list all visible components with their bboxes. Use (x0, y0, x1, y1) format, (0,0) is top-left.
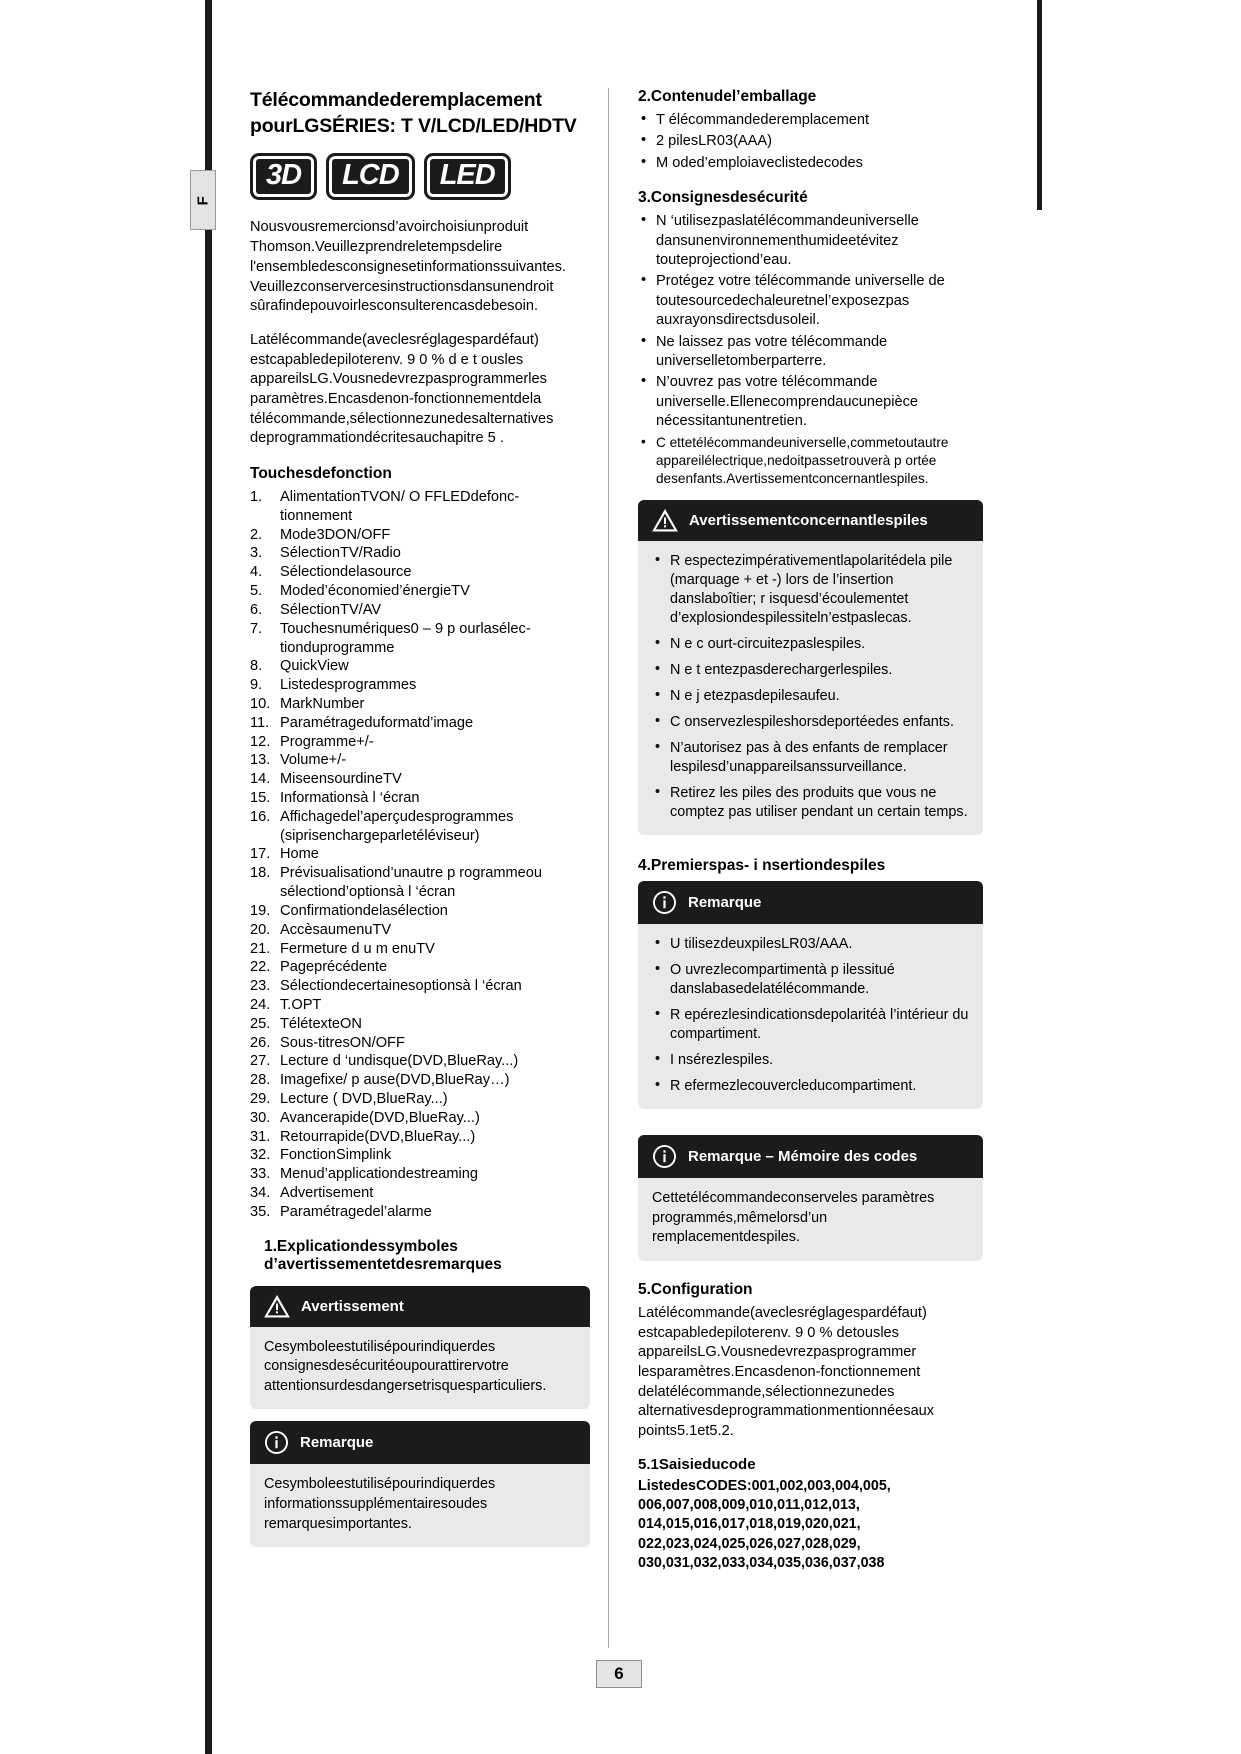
logo-led: LED (424, 153, 511, 200)
list-item-number: 10. (250, 695, 271, 712)
list-item (250, 940, 590, 959)
list-item-number: 33. (250, 1166, 271, 1183)
left-margin-bar (205, 0, 212, 1754)
intro-paragraph-2: Latélécommande(aveclesréglagespardéfaut) estcapabledepiloterenv. 9 0 % d e t ousles appareilsLG.Vousnedevrezpasprogrammerles paramètres.Encasdenon-fonctionnementdela télécommande,sélectionnezunedesalternatives deprogrammationdécritesauchapitre 5 . (250, 331, 554, 447)
list-item (250, 1071, 590, 1090)
configuration-text: Latélécommande(aveclesréglagespardéfaut) estcapabledepiloterenv. 9 0 % detousles appareilsLG.Vousnedevrezpasprogrammer lesparamètres.Encasdenon-fonctionnement delatélécommande,sélectionnezunedes alternativesdeprogrammationmentionnéesaux points5.1et5.2. (638, 1304, 935, 1440)
list-item (250, 751, 590, 770)
list-item-number: 1. (250, 489, 263, 506)
page-title: Télécommandederemplacement pourLGSÉRIES: T V/LCD/LED/HDTV (250, 89, 577, 137)
code-entry-heading: 5.1Saisieducode (638, 1455, 756, 1473)
list-item-number: 24. (250, 996, 271, 1013)
list-item: • N’ouvrez pas votre télécommande universelle.Ellenecomprendaucunepièce nécessitantunentretien. (638, 373, 983, 431)
list-item: • C onservezlespileshorsdeportéedes enfants. (652, 713, 969, 732)
list-item (250, 601, 590, 620)
warning-banner (250, 1286, 590, 1327)
list-item-label: Programme+/- (280, 733, 374, 750)
list-item (250, 902, 590, 921)
list-item-label: MarkNumber (280, 695, 365, 712)
list-item-label: Imagefixe/ p ause(DVD,BlueRay…) (280, 1072, 510, 1089)
list-item (250, 1165, 590, 1184)
note-box-batteries (638, 924, 983, 1109)
page-number-label: 6 (614, 1664, 624, 1683)
list-item: • Retirez les piles des produits que vous ne comptez pas utiliser pendant un certain temps. (652, 784, 969, 822)
list-item-number: 32. (250, 1147, 271, 1164)
list-item-label: Sous-titresON/OFF (280, 1034, 405, 1051)
list-item (250, 582, 590, 601)
note-banner-label: Remarque (688, 894, 762, 912)
list-item (250, 1146, 590, 1165)
list-item-label: TélétexteON (280, 1015, 362, 1032)
battery-warning-banner-label: Avertissementconcernantlespiles (689, 511, 928, 529)
list-item-label: Menud’applicationdestreaming (280, 1166, 478, 1183)
list-item (250, 695, 590, 714)
list-item: • R efermezlecouvercleducompartiment. (652, 1077, 969, 1096)
list-item-number: 20. (250, 921, 271, 938)
list-item-number: 6. (250, 601, 263, 618)
list-item: • 2 pilesLR03(AAA) (638, 132, 983, 151)
codes-list: ListedesCODES:001,002,003,004,005, 006,007,008,009,010,011,012,013, 014,015,016,017,018,019,020,021, 022,023,024,025,026,027,028,029, 030,031,032,033,034,035,036,037,038 (638, 1477, 891, 1571)
first-steps-heading: 4.Premierspas- i nsertiondespiles (638, 857, 886, 875)
language-tab-label: F (194, 195, 212, 205)
list-item (250, 1203, 590, 1222)
list-item-number: 25. (250, 1015, 271, 1032)
list-item-label: Pageprécédente (280, 959, 388, 976)
list-item-number: 19. (250, 902, 271, 919)
list-item-number: 17. (250, 846, 271, 863)
list-item-number: 29. (250, 1091, 271, 1108)
list-item (250, 544, 590, 563)
list-item (250, 789, 590, 808)
logo-lcd: LCD (326, 153, 415, 200)
list-item (250, 845, 590, 864)
list-item-label: Advertisement (280, 1185, 374, 1202)
list-item (250, 733, 590, 752)
function-keys-list (250, 488, 590, 1222)
list-item-label: Home (280, 846, 319, 863)
list-item (250, 1034, 590, 1053)
list-item-label: Volume+/- (280, 752, 347, 769)
list-item (250, 808, 590, 846)
list-item-label: MiseensourdineTV (280, 771, 402, 788)
warning-box (250, 1327, 590, 1410)
list-item-number: 8. (250, 658, 263, 675)
intro-paragraph-1: Nousvousremercionsd’avoirchoisiunproduit Thomson.Veuillezprendreletempsdelire l'ensembledesconsignesetinformationssuivantes. Veuillezconservercesinstructionsdansunendroit sûrafindepouvoirlesconsulterencasdebesoin. (250, 219, 566, 315)
list-item: • R espectezimpérativementlapolaritédela pile (marquage + et -) lors de l’insertion danslaboîtier; r isquesd’écoulementet d’explosiondespilessiteln’estpaslecas. (652, 552, 969, 628)
note-box-text: Cettetélécommandeconserveles paramètres programmés,mêmelorsd’un remplacementdespiles. (652, 1190, 935, 1246)
list-item-label: Confirmationdelasélection (280, 902, 448, 919)
list-item-label: Avancerapide(DVD,BlueRay...) (280, 1109, 480, 1126)
left-column (250, 88, 590, 1555)
logo-row (250, 153, 590, 200)
list-item-label: SélectionTV/AV (280, 601, 382, 618)
list-item-label: Sélectiondelasource (280, 564, 412, 581)
list-item-label: Mode3DON/OFF (280, 526, 391, 543)
list-item (250, 1015, 590, 1034)
list-item-label: Retourrapide(DVD,BlueRay...) (280, 1128, 476, 1145)
list-item-label: Paramétragedel’alarme (280, 1203, 432, 1220)
list-item-number: 7. (250, 620, 263, 637)
list-item-number: 31. (250, 1128, 271, 1145)
battery-warning-box (638, 541, 983, 835)
list-item-label: AlimentationTVON/ O FFLEDdefonc-tionnement (280, 489, 520, 524)
list-item: • N e c ourt-circuitezpaslespiles. (652, 635, 969, 654)
list-item-label: AccèsaumenuTV (280, 921, 392, 938)
right-column (638, 88, 983, 1573)
list-item-number: 13. (250, 752, 271, 769)
list-item (250, 676, 590, 695)
warning-triangle-icon (264, 1295, 290, 1318)
list-item: • N e j etezpasdepilesaufeu. (652, 687, 969, 706)
list-item (250, 714, 590, 733)
list-item (250, 1052, 590, 1071)
note-banner-label: Remarque (300, 1434, 374, 1452)
list-item-number: 14. (250, 771, 271, 788)
list-item (250, 921, 590, 940)
function-keys-heading: Touchesdefonction (250, 465, 392, 483)
warning-box-text: Cesymboleestutilisépourindiquerdes consignesdesécuritéoupourattirervotre attentionsurdesdangersetrisquesparticuliers. (264, 1338, 547, 1394)
list-item-number: 16. (250, 808, 271, 825)
list-item (250, 864, 590, 902)
list-item-label: Fermeture d u m enuTV (280, 940, 435, 957)
list-item (250, 488, 590, 526)
warning-triangle-icon (652, 509, 678, 532)
package-contents-heading: 2.Contenudel’emballage (638, 88, 817, 105)
list-item: • U tilisezdeuxpilesLR03/AAA. (652, 935, 969, 954)
list-item-number: 5. (250, 583, 263, 600)
list-item (250, 770, 590, 789)
info-circle-icon (652, 890, 677, 915)
list-item-number: 22. (250, 959, 271, 976)
note-box-text: Cesymboleestutilisépourindiquerdes informationssupplémentairesoudes remarquesimportantes. (264, 1476, 496, 1532)
list-item-number: 9. (250, 677, 263, 694)
list-item (250, 563, 590, 582)
note-banner (250, 1421, 590, 1464)
symbols-explanation-heading: 1.Explicationdessymboles d’avertissementetdesremarques (264, 1237, 502, 1273)
info-circle-icon (652, 1144, 677, 1169)
list-item-label: Lecture ( DVD,BlueRay...) (280, 1091, 448, 1108)
list-item (250, 620, 590, 658)
list-item: • N e t entezpasderechargerlespiles. (652, 661, 969, 680)
list-item-label: T.OPT (280, 996, 322, 1013)
list-item (250, 1109, 590, 1128)
list-item-number: 30. (250, 1109, 271, 1126)
list-item-label: FonctionSimplink (280, 1147, 392, 1164)
list-item: • N ‘utilisezpaslatélécommandeuniverselle dansunenvironnementhumideetévitez touteprojectiond’eau. (638, 212, 983, 270)
list-item: • Protégez votre télécommande universelle de toutesourcedechaleuretnel’exposezpas auxrayonsdirectsdusoleil. (638, 272, 983, 330)
list-item (250, 1090, 590, 1109)
info-circle-icon (264, 1430, 289, 1455)
list-item: • M oded’emploiaveclistedecodes (638, 154, 983, 173)
safety-list (638, 212, 983, 488)
note-box (250, 1464, 590, 1547)
right-margin-bar (1037, 0, 1042, 210)
safety-heading: 3.Consignesdesécurité (638, 189, 808, 207)
list-item-number: 12. (250, 733, 271, 750)
configuration-heading: 5.Configuration (638, 1280, 753, 1298)
list-item-number: 23. (250, 978, 271, 995)
list-item-label: Affichagedel’aperçudesprogrammes (siprisenchargeparletéléviseur) (280, 808, 514, 844)
list-item: • R epérezlesindicationsdepolaritéà l’intérieur du compartiment. (652, 1006, 969, 1044)
package-contents-list (638, 111, 983, 173)
battery-warning-banner (638, 500, 983, 541)
list-item-label: Informationsà l ‘écran (280, 790, 420, 807)
list-item: • I nsérezlespiles. (652, 1051, 969, 1070)
list-item (250, 996, 590, 1015)
note-banner-code-memory (638, 1135, 983, 1178)
list-item (250, 977, 590, 996)
list-item-label: Sélectiondecertainesoptionsà l ‘écran (280, 978, 522, 995)
list-item-number: 34. (250, 1185, 271, 1202)
list-item-number: 2. (250, 526, 263, 543)
column-divider (608, 88, 609, 1648)
list-item-number: 18. (250, 865, 271, 882)
list-item: • N’autorisez pas à des enfants de remplacer lespilesd’unappareilsanssurveillance. (652, 739, 969, 777)
battery-insertion-list (652, 935, 969, 1096)
list-item-number: 4. (250, 564, 263, 581)
list-item (250, 958, 590, 977)
list-item-number: 3. (250, 545, 263, 562)
list-item-label: SélectionTV/Radio (280, 545, 401, 562)
list-item: • Ne laissez pas votre télécommande universelletomberparterre. (638, 333, 983, 372)
list-item-label: Lecture d ‘undisque(DVD,BlueRay...) (280, 1053, 519, 1070)
warning-banner-label: Avertissement (301, 1297, 404, 1315)
list-item-label: Prévisualisationd’unautre p rogrammeou sélectiond’optionsà l ‘écran (280, 865, 543, 901)
list-item: • O uvrezlecompartimentà p ilessitué danslabasedelatélécommande. (652, 961, 969, 999)
list-item-number: 28. (250, 1072, 271, 1089)
list-item-number: 26. (250, 1034, 271, 1051)
list-item: • C ettetélécommandeuniverselle,commetoutautre appareilélectrique,nedoitpassetrouverà p ortée desenfants.Avertissementconcernantlespiles. (638, 434, 983, 488)
list-item-number: 35. (250, 1203, 271, 1220)
list-item-label: Touchesnumériques0 – 9 p ourlasélec-tionduprogramme (280, 620, 531, 656)
list-item (250, 1128, 590, 1147)
list-item-number: 11. (250, 714, 270, 731)
list-item-number: 21. (250, 940, 271, 957)
battery-warning-list (652, 552, 969, 822)
list-item (250, 657, 590, 676)
list-item-label: Listedesprogrammes (280, 677, 417, 694)
list-item (250, 526, 590, 545)
note-banner-batteries (638, 881, 983, 924)
list-item-label: Moded’économied’énergieTV (280, 583, 470, 600)
list-item-label: QuickView (280, 658, 349, 675)
note-box-code-memory (638, 1178, 983, 1261)
logo-3d: 3D (250, 153, 317, 200)
list-item (250, 1184, 590, 1203)
list-item: • T élécommandederemplacement (638, 111, 983, 130)
list-item-number: 15. (250, 790, 271, 807)
note-banner-label: Remarque – Mémoire des codes (688, 1148, 918, 1166)
list-item-number: 27. (250, 1053, 271, 1070)
page-number (596, 1660, 642, 1688)
language-tab (190, 170, 216, 230)
list-item-label: Paramétrageduformatd’image (280, 714, 474, 731)
